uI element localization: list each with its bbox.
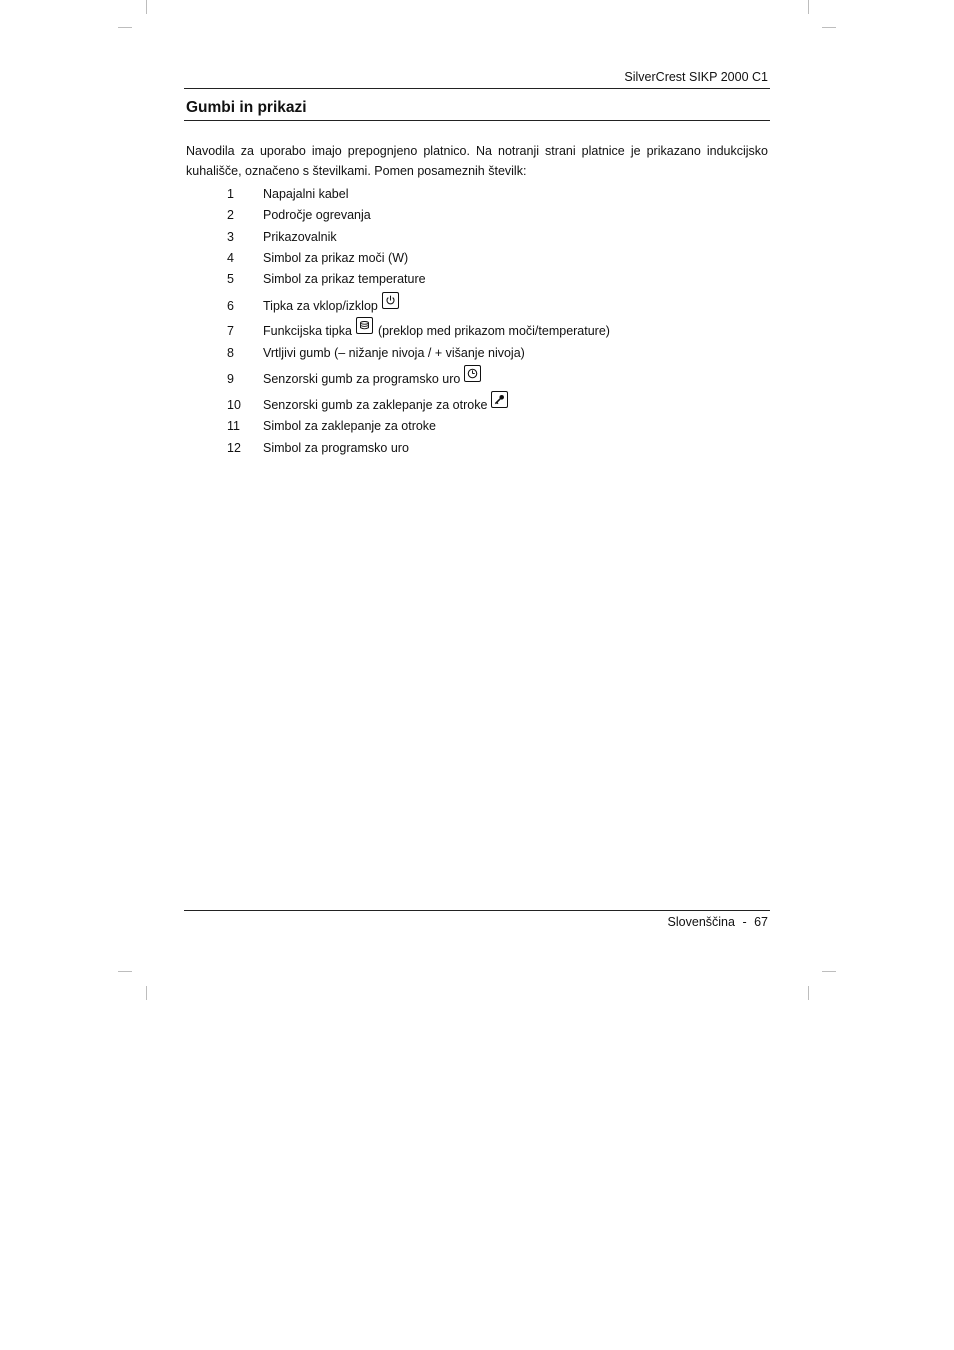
footer-language: Slovenščina <box>667 915 735 929</box>
crop-mark <box>808 0 809 14</box>
header-rule <box>184 88 770 89</box>
list-item <box>0 269 954 289</box>
item-number: 9 <box>227 372 234 386</box>
crop-mark <box>808 986 809 1000</box>
timer-clock-icon <box>464 365 481 382</box>
crop-mark <box>822 971 836 972</box>
crop-mark <box>822 27 836 28</box>
item-text: Prikazovalnik <box>263 230 337 244</box>
list-item <box>0 416 954 436</box>
intro-line: kuhališče, označeno s številkami. Pomen posameznih številk: <box>186 164 527 178</box>
intro-paragraph <box>186 141 768 181</box>
item-number: 6 <box>227 299 234 313</box>
intro-line: Navodila za uporabo imajo prepognjeno platnico. Na notranji strani platnice je prikazano indukcijsko <box>186 144 768 158</box>
key-lock-icon <box>491 391 508 408</box>
item-number: 11 <box>227 419 240 433</box>
list-item <box>0 296 954 316</box>
list-item <box>0 205 954 225</box>
item-number: 2 <box>227 208 234 222</box>
item-text: Simbol za programsko uro <box>263 441 409 455</box>
crop-mark <box>146 0 147 14</box>
list-item <box>0 184 954 204</box>
item-text: Funkcijska tipka <box>263 324 352 338</box>
item-number: 7 <box>227 324 234 338</box>
item-text: Napajalni kabel <box>263 187 349 201</box>
running-header: SilverCrest SIKP 2000 C1 <box>624 70 768 84</box>
item-text: Simbol za prikaz moči (W) <box>263 251 409 265</box>
list-item <box>0 343 954 363</box>
list-item <box>0 395 954 415</box>
list-item <box>0 248 954 268</box>
item-text: Simbol za zaklepanje za otroke <box>263 419 437 433</box>
section-rule <box>184 120 770 121</box>
item-text: Senzorski gumb za zaklepanje za otroke <box>263 398 488 412</box>
list-item <box>0 438 954 458</box>
item-number: 8 <box>227 346 234 360</box>
list-item <box>0 227 954 247</box>
section-title: Gumbi in prikazi <box>186 99 307 116</box>
item-number: 1 <box>227 187 234 201</box>
item-text: Področje ogrevanja <box>263 208 371 222</box>
crop-mark <box>118 27 132 28</box>
page-footer <box>668 914 768 930</box>
crop-mark <box>146 986 147 1000</box>
item-number: 4 <box>227 251 234 265</box>
function-pot-icon <box>356 317 373 334</box>
item-number: 5 <box>227 272 234 286</box>
item-text-after: (preklop med prikazom moči/temperature) <box>377 324 610 338</box>
footer-separator: - <box>742 915 747 929</box>
item-number: 3 <box>227 230 234 244</box>
item-number: 10 <box>227 398 241 412</box>
item-number: 12 <box>227 441 241 455</box>
footer-rule <box>184 910 770 911</box>
page-number: 67 <box>754 915 768 929</box>
item-text: Senzorski gumb za programsko uro <box>263 372 461 386</box>
item-text: Tipka za vklop/izklop <box>263 299 378 313</box>
list-item <box>0 369 954 389</box>
list-item <box>0 321 954 341</box>
item-text: Vrtljivi gumb (– nižanje nivoja / + višanje nivoja) <box>263 346 525 360</box>
item-text: Simbol za prikaz temperature <box>263 272 426 286</box>
power-icon <box>382 292 399 309</box>
crop-mark <box>118 971 132 972</box>
